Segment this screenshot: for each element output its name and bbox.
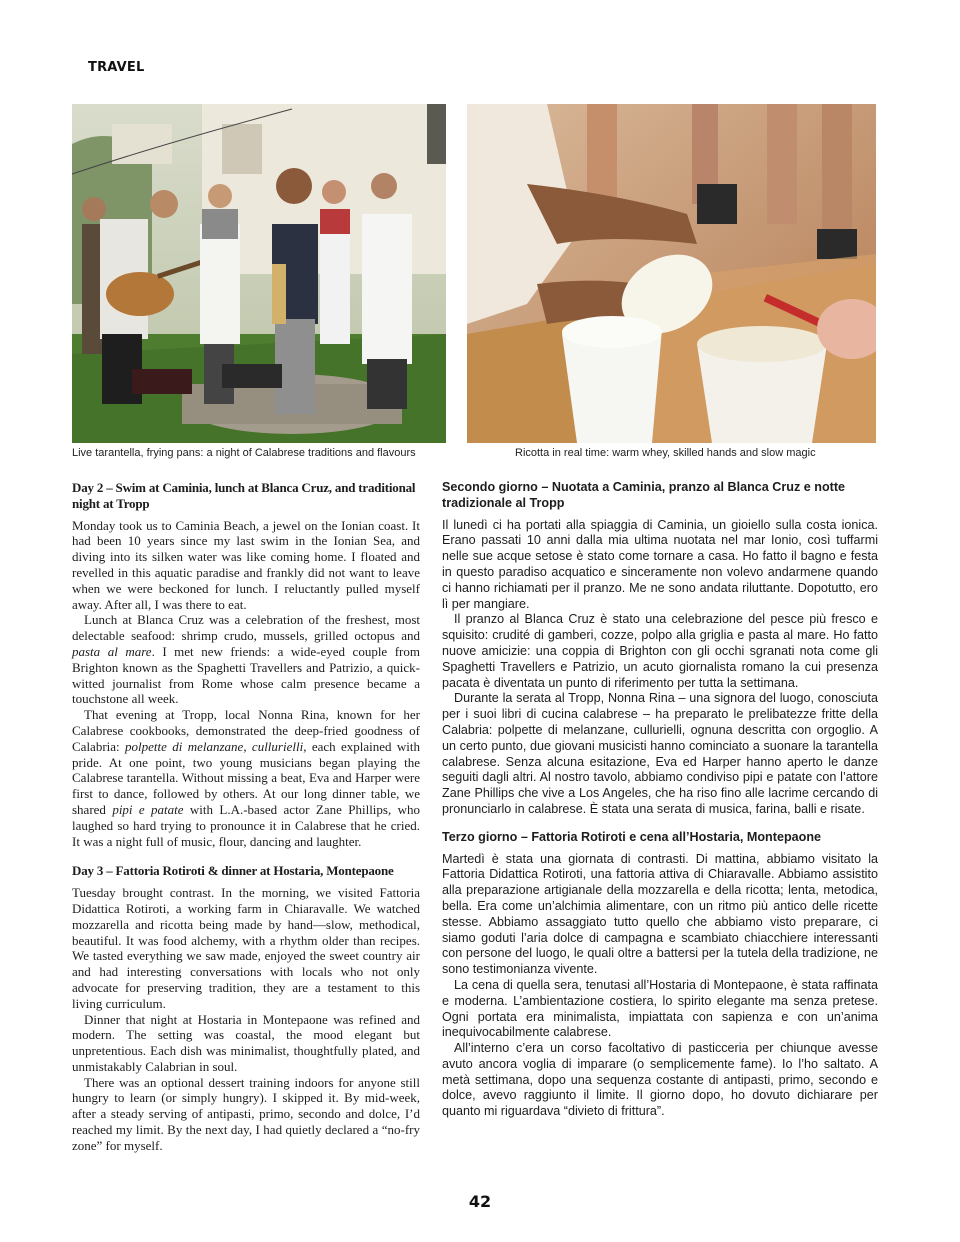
day2-paragraph: Monday took us to Caminia Beach, a jewel on the Ionian coast. It had been 10 years since my last swim in the Ionian Sea, and diving into its silken water was like coming home. I floated and revelled in this aquatic paradise and frankly did not want to leave when we were beckoned for lunch. I reluctantly pulled myself away. After all, I was there to eat. <box>72 517 420 612</box>
day3-paragraph: There was an optional dessert training indoors for anyone still hungry to learn (or simply hungry). I skipped it. By mid-week, after a steady serving of antipasti, primo, secondo and dolce, I’d reached my limit. By the next day, I had quietly declared a “no-fry zone” for myself. <box>72 1074 420 1153</box>
terzo-giorno-paragraph: Martedì è stata una giornata di contrasti. Di mattina, abbiamo visitato la Fattoria Didattica Rotiroti, una fattoria attiva di Chiaravalle. Abbiamo assistito alla preparazione artigianale della mozzarella e della ricotta; lenta, metodica, bella. Era come un’alchimia alimentare, con un ritmo più antico delle ricette stesse. Abbiamo assaggiato tutto quello che abbiamo visto preparare, ci siamo goduti l’aria dolce di campagna e scambiato chiacchiere interessanti con persone del luogo, le quali oltre a battersi per la tutela della tradizione, ne sono testimonianza vivente. <box>442 851 878 977</box>
day2-paragraph: That evening at Tropp, local Nonna Rina, known for her Calabrese cookbooks, demonstrated the deep-fried goodness of Calabria: polpette di melanzane, cullurielli, each explained with pride. At one point, two young musicians began playing the Calabrese tarantella. Without missing a beat, Eva and Harper were first to dance, followed by others. At our long dinner table, we shared pipi e patate with L.A.-based actor Zane Phillips, who laughed so hard trying to pronounce it in Calabrese that he cried. It was a night full of music, flour, dancing and laughter. <box>72 707 420 849</box>
secondo-giorno-paragraph: Il lunedì ci ha portati alla spiaggia di Caminia, un gioiello sulla costa ionica. Erano passati 10 anni dalla mia ultima nuotata nel mar Ionio, così tuffarmi nelle sue acque setose è stato come tornare a casa. Ho fatto il bagno e festa in questo paradiso acquatico e sinceramente non volevo andarmene quando ci hanno richiamati per il pranzo. Me ne sono andata riluttante. Dopotutto, ero lì per mangiare. <box>442 517 878 611</box>
section-label: TRAVEL <box>88 60 145 75</box>
terzo-giorno-paragraph: La cena di quella sera, tenutasi all’Hostaria di Montepaone, è stata raffinata e moderna. L’ambientazione costiera, lo spirito elegante ma senza pretese. Ogni portata era minimalista, impiattata con sapienza e con un’anima inequivocabilmente calabrese. <box>442 977 878 1040</box>
photo-musicians <box>72 104 446 443</box>
secondo-giorno-heading: Secondo giorno – Nuotata a Caminia, pranzo al Blanca Cruz e notte tradizionale al Tropp <box>442 480 846 510</box>
day2-heading: Day 2 – Swim at Caminia, lunch at Blanca Cruz, and traditional night at Tropp <box>72 480 416 511</box>
article-column-english <box>72 480 420 1154</box>
day3-heading: Day 3 – Fattoria Rotiroti & dinner at Hostaria, Montepaone <box>72 863 394 879</box>
secondo-giorno-paragraph: Il pranzo al Blanca Cruz è stato una celebrazione del pesce più fresco e squisito: crudité di gamberi, cozze, polpo alla griglia e pasta al mare. Ho fatto nuove amicizie: una coppia di Brighton con gli occhi sgranati nota come gli Spaghetti Travellers e Patrizio, un acuto giornalista romano la cui presenza pacata è diventata un punto di riferimento per tutta la settimana. <box>442 612 878 690</box>
photo-caption-left: Live tarantella, frying pans: a night of Calabrese traditions and flavours <box>72 447 416 459</box>
article-column-italian <box>442 480 878 1120</box>
day3-paragraph: Tuesday brought contrast. In the morning, we visited Fattoria Didattica Rotiroti, a working farm in Chiaravalle. We watched mozzarella and ricotta being made by hand—slow, methodical, beautiful. It was food alchemy, with a rhythm older than recipes. We tasted everything we saw made, enjoyed the sweet country air and had interesting conversations with locals who not only advocate for preserving tradition, they are a testament to this living curriculum. <box>72 885 420 1011</box>
photo-caption-right: Ricotta in real time: warm whey, skilled hands and slow magic <box>515 447 816 459</box>
page-number: 42 <box>468 1192 492 1211</box>
day3-paragraph: Dinner that night at Hostaria in Montepaone was refined and modern. The setting was coastal, the mood elegant but unpretentious. Each dish was minimalist, thoughtfully plated, and unmistakably Calabrian in soul. <box>72 1011 420 1074</box>
photo-ricotta <box>467 104 876 443</box>
terzo-giorno-heading: Terzo giorno – Fattoria Rotiroti e cena all’Hostaria, Montepaone <box>442 829 822 844</box>
day2-paragraph: Lunch at Blanca Cruz was a celebration of the freshest, most delectable seafood: shrimp crudo, mussels, grilled octopus and pasta al mare. I met new friends: a wide-eyed couple from Brighton known as the Spaghetti Travellers and Patrizio, a quick-witted journalist from Rome whose calm presence became a touchstone all week. <box>72 612 420 707</box>
secondo-giorno-paragraph: Durante la serata al Tropp, Nonna Rina – una signora del luogo, conosciuta per i suoi libri di cucina calabrese – ha preparato le prelibatezze fritte della Calabria: polpette di melanzane, cullurielli, ognuna descritta con orgoglio. A un certo punto, due giovani musicisti hanno cominciato a suonare la tarantella calabrese. Senza alcuna esitazione, Eva ed Harper hanno aperto le danze seguiti dagli altri. Al nostro tavolo, abbiamo condiviso pipi e patate con l’attore Zane Phillips che vive a Los Angeles, che ha riso fino alle lacrime cercando di pronunciarlo in calabrese. È stata una serata di musica, farina, balli e risate. <box>442 691 878 816</box>
terzo-giorno-paragraph: All’interno c’era un corso facoltativo di pasticceria per chiunque avesse avuto ancora voglia di imparare (o semplicemente fame). Io l’ho saltato. A metà settimana, dopo una sequenza costante di antipasti, primo, secondo e dolce, avevo raggiunto il limite. Il giorno dopo, ho dovuto dichiarare per quanto mi riguardava “divieto di frittura”. <box>442 1041 878 1119</box>
